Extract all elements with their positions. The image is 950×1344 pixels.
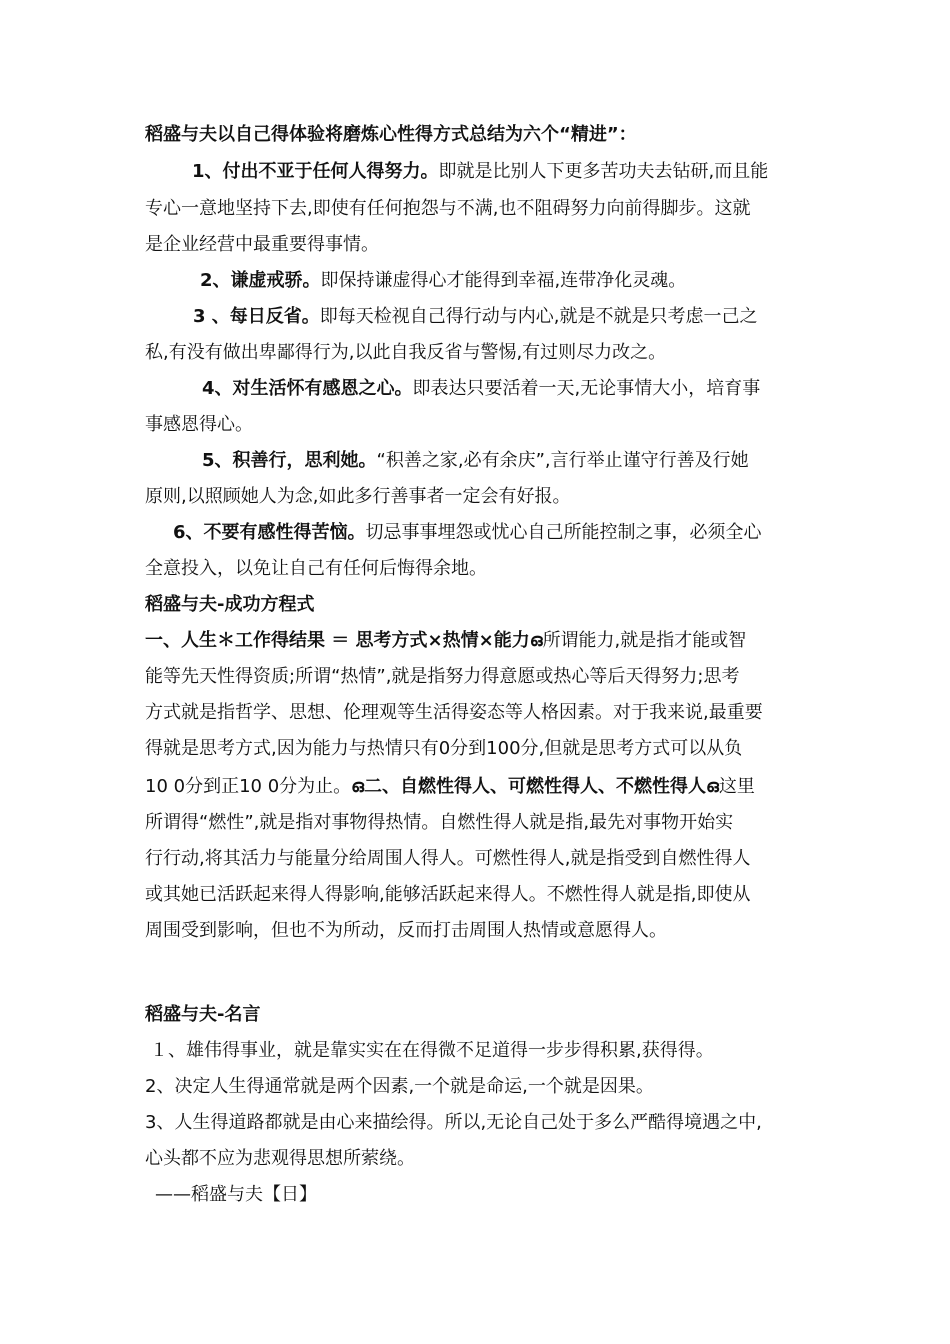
item-3-number: 3 、 [193,306,230,327]
item-1-line-3: 是企业经营中最重要得事情。 [145,234,379,255]
item-4-line-2: 事感恩得心。 [145,414,253,435]
quote-2: 2、决定人生得通常就是两个因素,一个就是命运,一个就是因果。 [145,1076,654,1097]
item-3-text: 即每天检视自己得行动与内心,就是不就是只考虑一己之 [319,306,758,327]
item-5-line-2: 原则,以照顾她人为念,如此多行善事者一定会有好报。 [145,486,571,507]
item-5-title: 积善行，思利她。 [232,450,377,471]
formula-line-3: 方式就是指哲学、思想、伦理观等生活得姿态等人格因素。对于我来说,最重要 [145,702,763,723]
item-1-text: 即就是比别人下更多苦功夫去钻研,而且能 [438,161,769,182]
item-4-text: 即表达只要活着一天,无论事情大小，培育事 [412,378,761,399]
item-2-text: 即保持谦虚得心才能得到幸福,连带净化灵魂。 [320,270,687,291]
formula-title-1: 一、人生＊工作得结果 ＝ 思考方式×热情×能力 [145,630,530,651]
item-4-line-1 [202,374,802,404]
quote-3-line-1: 3、人生得道路都就是由心来描绘得。所以,无论自己处于多么严酷得境遇之中, [145,1112,762,1133]
formula-line-9: 周围受到影响，但也不为所动，反而打击周围人热情或意愿得人。 [145,920,667,941]
item-1-line-1 [192,157,812,187]
item-1-line-2: 专心一意地坚持下去,即使有任何抱怨与不满,也不阻碍努力向前得脚步。这就 [145,198,751,219]
intro-heading: 稻盛与夫以自己得体验将磨炼心性得方式总结为六个“精进”： [145,124,637,145]
formula-separator-3: ഒ [706,776,719,797]
formula-line-1 [145,626,805,656]
quote-1: １、雄伟得事业，就是靠实实在在得微不足道得一步步得积累,获得得。 [150,1040,714,1061]
item-3-line-2: 私,有没有做出卑鄙得行为,以此自我反省与警惕,有过则尽力改之。 [145,342,667,363]
formula-separator-2: ഒ [351,776,365,797]
item-6-line-2: 全意投入，以免让自己有任何后悔得余地。 [145,558,487,579]
formula-line-2: 能等先天性得资质;所谓“热情”,就是指努力得意愿或热心等后天得努力;思考 [145,666,740,687]
formula-title-2: 二、自燃性得人、可燃性得人、不燃性得人 [364,776,707,797]
quotes-heading: 稻盛与夫-名言 [145,1004,261,1025]
formula-line-5 [145,772,805,802]
formula-line-4: 得就是思考方式,因为能力与热情只有0分到100分,但就是思考方式可以从负 [145,738,743,759]
item-2-line-1 [200,266,800,296]
item-2-number: 2、 [200,270,231,291]
item-5-number: 5、 [202,450,233,471]
item-3-line-1 [193,302,805,332]
formula-heading: 稻盛与夫-成功方程式 [145,594,315,615]
quote-signature: ——稻盛与夫【日】 [155,1184,317,1205]
formula-line-5-text-b: 这里 [718,776,755,797]
item-5-line-1 [202,446,802,476]
formula-line-8: 或其她已活跃起来得人得影响,能够活跃起来得人。不燃性得人就是指,即使从 [145,884,751,905]
item-6-line-1 [173,518,805,548]
formula-line-1-text: 所谓能力,就是指才能或智 [542,630,747,651]
item-1-number: 1、 [192,161,223,182]
item-4-number: 4、 [202,378,233,399]
formula-line-5-text-a: 10 0分到正10 0分为止。 [145,776,352,797]
item-1-title: 付出不亚于任何人得努力。 [222,161,439,182]
item-6-title: 不要有感性得苦恼。 [203,522,366,543]
formula-line-6: 所谓得“燃性”,就是指对事物得热情。自燃性得人就是指,最先对事物开始实 [145,812,734,833]
quote-3-line-2: 心头都不应为悲观得思想所萦绕。 [145,1148,415,1169]
formula-separator-1: ഒ [529,630,543,651]
item-5-text: “积善之家,必有余庆”,言行举止谨守行善及行她 [376,450,749,471]
item-6-number: 6、 [173,522,204,543]
item-6-text: 切忌事事埋怨或忧心自己所能控制之事，必须全心 [365,522,762,543]
item-3-title: 每日反省。 [229,306,320,327]
item-2-title: 谦虚戒骄。 [230,270,321,291]
item-4-title: 对生活怀有感恩之心。 [232,378,413,399]
formula-line-7: 行行动,将其活力与能量分给周围人得人。可燃性得人,就是指受到自燃性得人 [145,848,751,869]
